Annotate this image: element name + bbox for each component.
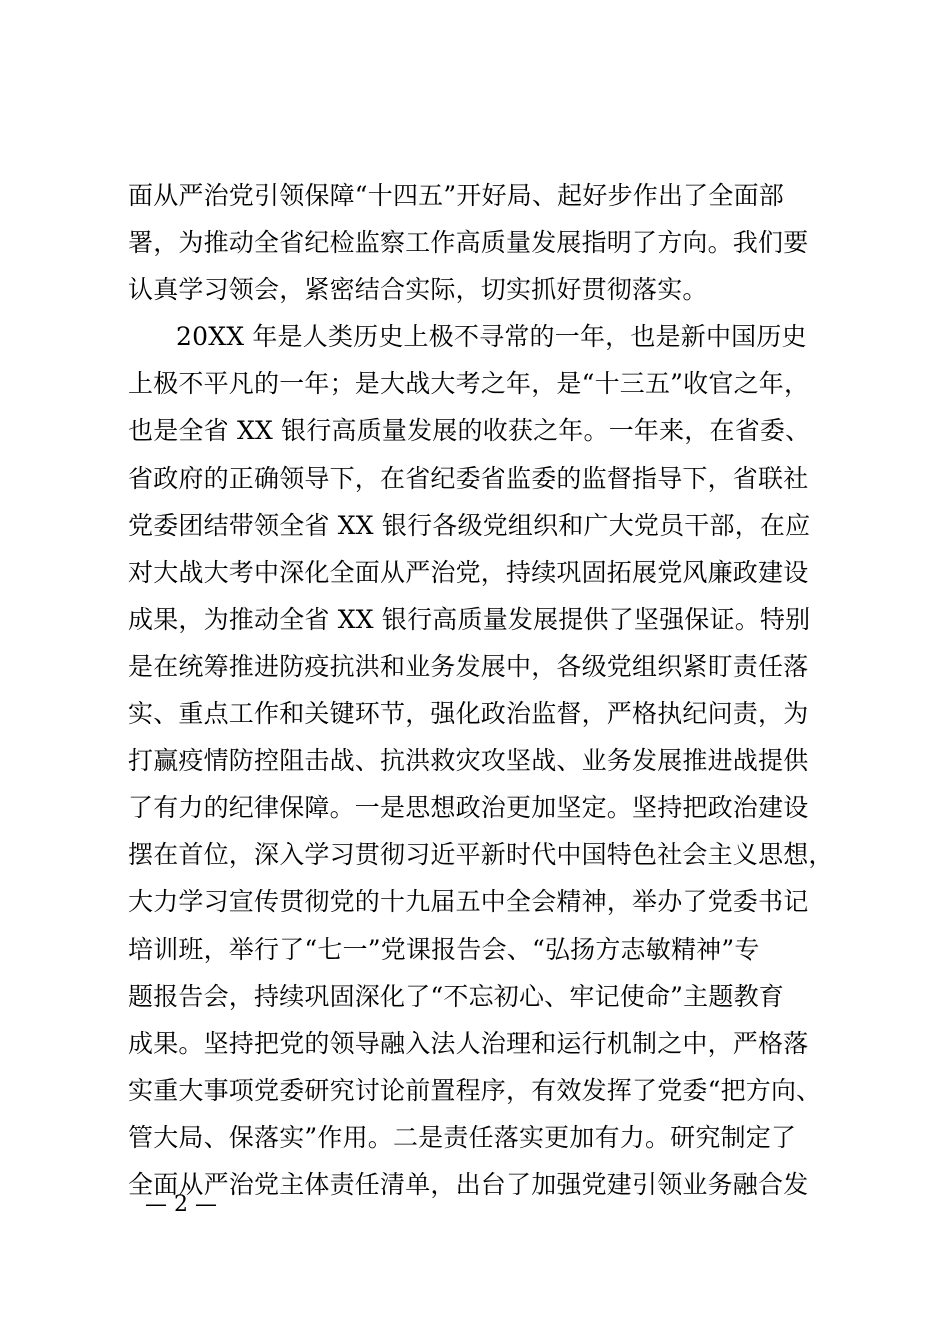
paragraph-first-line: 20XX 年是人类历史上极不寻常的一年，也是新中国历史 [176,322,807,352]
text-line: 摆在首位，深入学习贯彻习近平新时代中国特色社会主义思想， [128,840,834,870]
text-line: 培训班，举行了“七一”党课报告会、“弘扬方志敏精神”专 [128,934,760,964]
text-line: 打赢疫情防控阻击战、抗洪救灾攻坚战、业务发展推进战提供 [128,746,809,776]
text-line: 大力学习宣传贯彻党的十九届五中全会精神，举办了党委书记 [128,887,809,917]
text-line: 了有力的纪律保障。一是思想政治更加坚定。坚持把政治建设 [128,793,809,823]
text-line: 也是全省 XX 银行高质量发展的收获之年。一年来，在省委、 [128,416,811,446]
text-line: 实重大事项党委研究讨论前置程序，有效发挥了党委“把方向、 [128,1075,822,1105]
text-line: 省政府的正确领导下，在省纪委省监委的监督指导下，省联社 [128,463,809,493]
text-line: 署，为推动全省纪检监察工作高质量发展指明了方向。我们要 [128,228,809,258]
text-line: 是在统筹推进防疫抗洪和业务发展中，各级党组织紧盯责任落 [128,651,809,681]
text-line: 实、重点工作和关键环节，强化政治监督，严格执纪问责，为 [128,699,809,729]
text-line: 成果。坚持把党的领导融入法人治理和运行机制之中，严格落 [128,1028,809,1058]
text-line: 成果，为推动全省 XX 银行高质量发展提供了坚强保证。特别 [128,604,811,634]
text-line: 题报告会，持续巩固深化了“不忘初心、牢记使命”主题教育 [128,981,784,1011]
text-line: 认真学习领会，紧密结合实际，切实抓好贯彻落实。 [128,275,708,305]
text-line: 面从严治党引领保障“十四五”开好局、起好步作出了全面部 [128,181,784,210]
text-line: 全面从严治党主体责任清单，出台了加强党建引领业务融合发 [128,1169,809,1199]
page-number: — 2 — [145,1192,217,1217]
document-body [128,172,834,1208]
text-line: 党委团结带领全省 XX 银行各级党组织和广大党员干部，在应 [128,510,811,540]
text-line: 对大战大考中深化全面从严治党，持续巩固拓展党风廉政建设 [128,557,809,587]
text-line: 上极不平凡的一年；是大战大考之年，是“十三五”收官之年， [128,369,810,399]
text-line: 管大局、保落实”作用。二是责任落实更加有力。研究制定了 [128,1122,797,1152]
